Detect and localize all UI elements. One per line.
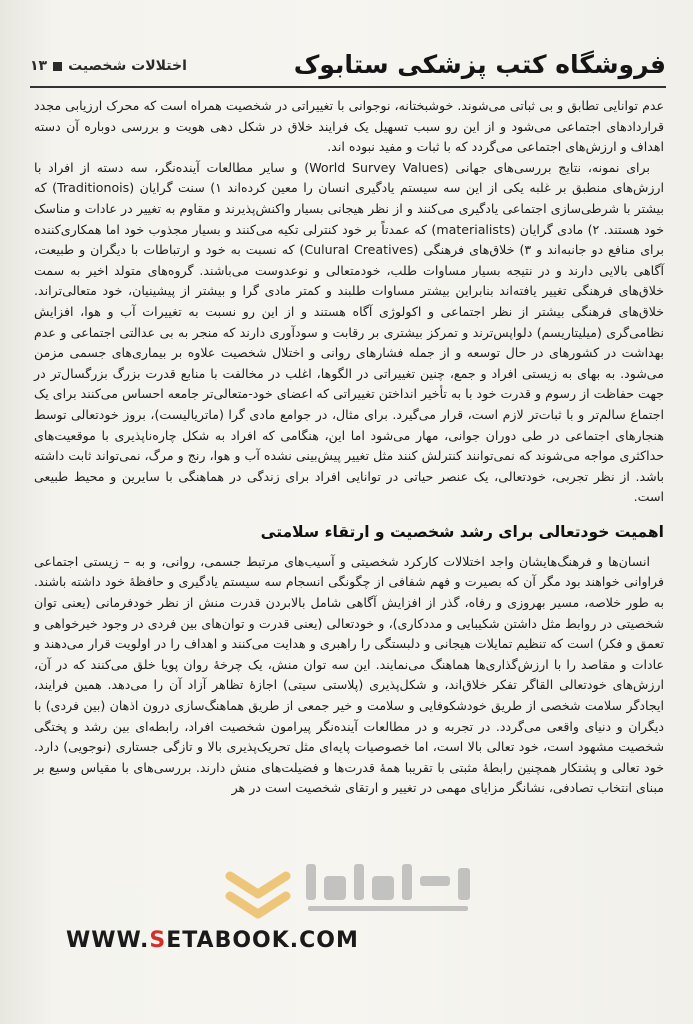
watermark-url (66, 928, 359, 953)
running-head (30, 58, 187, 74)
running-title: اختلالات شخصیت (68, 58, 187, 74)
paragraph: عدم توانایی تطابق و بی ثباتی می‌شوند. خوشبختانه، نوجوانی با تغییراتی در شخصیت همراه است که محرک ارزیابی مجدد قراردادهای اجتماعی می‌شود و از این رو سبب تسهیل یک فرایند خلاق در شکل دهی هویت و بررسی دوباره آن دسته اهداف و ارزش‌های اجتماعی می‌گردد که با ثبات و مفید نبوده اند. (34, 98, 664, 155)
page-header (30, 50, 666, 88)
section-heading: اهمیت خودتعالی برای رشد شخصیت و ارتقاء سلامتی (260, 522, 664, 541)
body-text (34, 96, 664, 799)
page-number: ۱۳ (30, 58, 48, 74)
watermark-url-prefix: WWW. (66, 928, 150, 953)
paragraph: برای نمونه، نتایج بررسی‌های جهانی (World Survey Values) و سایر مطالعات آینده‌نگر، سه دسته از افراد با ارزش‌های منطبق بر غلبه یکی از این سه سیستم یادگیری انسان را معین کرده‌اند ۱) سنت گرایان (Traditionois) که بیشتر با شرطی‌سازی اجتماعی یادگیری می‌کنند و از نظر هیجانی بسیار واکنش‌پذیرند و مقاوم به تغییر در عادات و مناسک خود هستند. ۲) مادی گرایان (materialists) که عمدتاً بر خود کنترلی تکیه می‌کنند و بسیار مجذوب خود اما همکاری‌کننده برای منافع دو جانبه‌اند و ۳) خلاق‌های فرهنگی (Culural Creatives) که نسبت به خود و ارتباطات با دیگران و طبیعت، آگاهی بالایی دارند و در نتیجه بسیار مساوات طلب، خودمتعالی و نوعدوست می‌باشند. گروه‌های متولد اخیر به سمت خلاق‌های فرهنگی تغییر یافته‌اند بنابراین بیشتر مساوات طلبند و کمتر مادی گرا و بیشتر از پیشینیان، خود متعالی‌تراند. خلاق‌های فرهنگی بیشتر از نظر اجتماعی و اکولوژی آگاه هستند و از این رو نسبت به تغییرات آب و هوا، افزایش نظامی‌گری (میلیتاریسم) دلواپس‌ترند و تمرکز بیشتری بر رقابت و سودآوری دارند که منجر به بی عدالتی اجتماعی و عدم بهداشت در کشورهای در حال توسعه و از جمله فشارهای روانی و اختلال شخصیت علاوه بر بیماری‌های جسمی مزمن می‌شود. به بهای به زیستی افراد و جمع، چنین تغییراتی در الگوها، اغلب در مخالفت با منابع قدرت بزرگ بزرگسال‌تر در جهت حفاظت از رسوم و قدرت خود با به تأخیر انداختن تغییراتی که اعضای خود-متعالی‌تر جامعه احساس می‌کنند برای یک اجتماع سالم‌تر و با ثبات‌تر لازم است، قرار می‌گیرد. برای مثال، در جوامع مادی گرا (ماتریالیست)، بروز خودتعالی توسط هنجارهای اجتماعی در طی دوران جوانی، مهار می‌شود اما این، هنگامی که افراد به شکل چاره‌ناپذیری با موقعیت‌های حداکثری مواجه می‌شوند که نمی‌توانند کنترلش کنند مثل تغییر پیش‌بینی نشده آب و هوا، رنج و مرگ، نمی‌تواند ثابت داشته باشد. از نظر تجربی، خودتعالی، یک عنصر حیاتی در توانایی افراد برای زندگی در هماهنگی با سایرین و محیط طبیعی است. (34, 159, 665, 505)
square-bullet-icon (53, 62, 62, 71)
watermark-url-suffix: ETABOOK.COM (166, 928, 359, 953)
setabook-logo-icon (218, 846, 488, 926)
watermark-url-highlight: S (149, 928, 167, 953)
header-divider (30, 86, 666, 88)
store-name-title: فروشگاه کتب پزشکی ستابوک (293, 50, 666, 79)
paragraph: انسان‌ها و فرهنگ‌هایشان واجد اختلالات کارکرد شخصیتی و آسیب‌های مرتبط جسمی، روانی، و به – زیستی اجتماعی فراوانی خواهند بود مگر آن که بصیرت و فهم شفافی از چگونگی انسجام سه سیستم یادگیری و حافظهٔ خود داشته باشند. به طور خلاصه، مسیر بهروزی و رفاه، گذر از افزایش آگاهی شامل بالابردن قدرت منش از نظر خودفرمانی (یعنی توان شخصیتی در روابط مثل داشتن شکیبایی و مددکاری)، و خودتعالی (یعنی قدرت و توان‌های بین فردی در وجود خیرخواهی و تعمق و فکر) است که تنظیم تمایلات هیجانی و دلبستگی را راهبری و هدایت می‌کنند و اهداف را در اولویت قرار می‌دهند و عادات و مقاصد را با ارزش‌گذاری‌ها هماهنگ می‌نمایند. این سه توان منش، یک چرخهٔ روان پویا خلق می‌کنند که در آن، ارزش‌های خودتعالی القاگر تفکر خلاق‌اند، و شکل‌پذیری (پلاستی سیتی) اجازهٔ تظاهر آزاد آن را می‌دهد. همین فرایند، ایجادگر سلامت شخصی از طریق خودشکوفایی و سلامت و خیر جمعی از طریق هماهنگ‌سازی درون اذهان (بین فردی) با دیگران و دنیای واقعی می‌گردد. در تجربه و در مطالعات آینده‌نگر پیرامون شخصیت افراد، رابطه‌ای بین رشد و پختگی شخصیت مشهود است، خود تعالی بالا است، اما خصوصیات پایه‌ای مثل تحریک‌پذیری بالا و تازگی جستاری (نوجویی) دارد. خود تعالی و پشتکار همچنین رابطهٔ مثبتی با تقریبا همهٔ قدرت‌ها و فضیلت‌های منش دارند. بررسی‌های با مقیاس وسیع بر مبنای انتخاب تصادفی، نشانگر مزایای مهمی در تغییر و ارتقای شخصیت است در هر (34, 553, 664, 796)
